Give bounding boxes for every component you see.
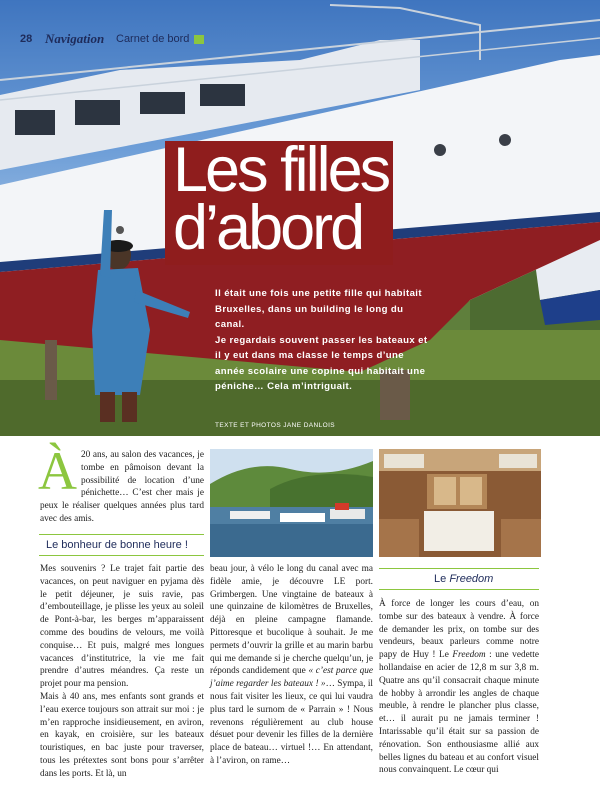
- subsection-name: Carnet de bord: [116, 33, 190, 45]
- intro-paragraph-1: Il était une fois une petite fille qui habitait Bruxelles, dans un building le long du canal.: [215, 288, 422, 330]
- title-line-1: Les filles: [173, 135, 389, 205]
- body-column-2: [210, 563, 373, 768]
- title-line-2: d’abord: [173, 193, 363, 263]
- subheading-freedom: Le Freedom: [379, 568, 539, 590]
- lead-text: 20 ans, au salon des vacances, je tombe en pâmoison devant la possibilité de location d’une pénichette… C’est cher mais je peux le réaliser quelques années plus tard avec des amis.: [40, 450, 204, 524]
- article-intro: [215, 286, 430, 395]
- body-column-1: [40, 563, 204, 781]
- page-number: 28: [20, 33, 33, 45]
- col1-paragraph-1: Mes souvenirs ? Le trajet fait partie des vacances, on peut naviguer en pyjama dès le petit déjeuner, je suis ravie, pas d’embouteillage, je plisse les yeux au soleil de Pont-à-bar, les berges m’apparaissent comme des boudins de velours, me voilà conquise… Et puis, malgré mes longues vacances d’institutrice, la vie me fait prendre d’autres méandres. Ça reste un projet pour ma pension.: [40, 564, 204, 690]
- cabin-photo: [379, 449, 541, 557]
- drop-cap: À: [38, 441, 77, 501]
- article-credit: TEXTE ET PHOTOS JANE DANLOIS: [215, 422, 336, 429]
- intro-paragraph-2: Je regardais souvent passer les bateaux et il y eut dans ma classe le temps d’une année scolaire une copine qui habitait une péniche… Cela m’intriguait.: [215, 334, 428, 392]
- harbour-photo: [210, 449, 373, 557]
- col1-paragraph-2: Mais à 40 ans, mes enfants sont grands et l’eau exerce toujours son attrait sur moi : je m’en rapproche insidieusement, en aviron, en kayak, en croisière, sur les bateaux touristiques, en bac juste pour traverser, tous les prétextes sont bons pour s’arrêter dans les ports. Et là, un: [40, 691, 204, 779]
- subheading-bonheur: Le bonheur de bonne heure !: [39, 534, 204, 556]
- page-header: [0, 0, 600, 80]
- body-column-3: [379, 598, 539, 777]
- section-name: Navigation: [45, 31, 105, 46]
- col3-boat-name: Freedom: [452, 650, 486, 661]
- lead-paragraph: [38, 441, 204, 526]
- col2-quote: « c’est parce que j’aime regarder les bateaux ! »: [210, 666, 373, 690]
- col2-paragraph: beau jour, à vélo le long du canal avec ma fidèle amie, je découvre LE port. Grimbergen. Une vingtaine de bateaux à une quinzaine de kilomètres de Bruxelles, déjà en pleine campagne flamande. Pittoresque et bucolique à souhait. Je me permets d’ouvrir la grille et au marin barbu qui me demande si je cherche quelqu’un, je réponds candidement que « c’est parce que j’aime regarder les bateaux ! »… Sympa, il nous fait visiter les lieux, ce qui lui vaudra plus tard le surnom de « Parrain » ! Nous revenons régulièrement au club house désuet pour devenir les filles de la dernière place de bateau… virtuel !… En attendant, à l’aviron, on rame…: [210, 564, 373, 766]
- col3-paragraph: À force de longer les cours d’eau, on tombe sur des bateaux à vendre. À force de demander les prix, on tombe sur des vendeurs, beaux parleurs comme notre papy de Huy ! Le Freedom : une vedette hollandaise en acier de 12,8 m sur 3,8 m. Quatre ans qu’il consacrait chaque minute de hobby à arrondir les angles de chaque meuble, à rendre le plancher plus classe, et… il aurait pu ne jamais terminer ! Intarissable qu’il était sur sa passion de rénovation. Son enthousiasme allié aux belles lignes du bateau et au confort visuel nous convainquent. Le cœur qui: [379, 599, 540, 776]
- article-title: [173, 135, 389, 263]
- green-square-icon: [194, 35, 204, 44]
